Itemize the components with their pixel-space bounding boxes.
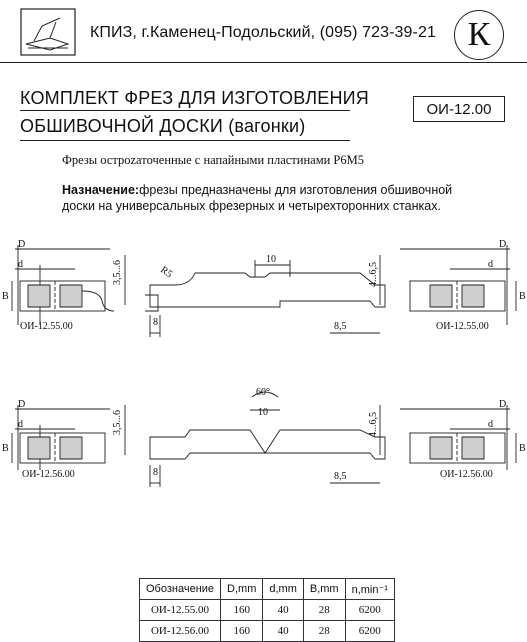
- purpose-text: фрезы предназначены для изготовления обшивочной доски на универсальных фрезерных и четырехторонних станках.: [62, 183, 453, 213]
- table-cell: 6200: [345, 621, 394, 642]
- tag-top-right: ОИ-12.55.00: [436, 321, 489, 332]
- table-cell: 160: [221, 600, 263, 621]
- title-underline-2: [20, 140, 350, 141]
- col-header-D: D,mm: [221, 579, 263, 600]
- tag-bottom-left: ОИ-12.56.00: [22, 469, 75, 480]
- col-header-designation: Обозначение: [140, 579, 221, 600]
- cutter-drawing-bottom-right: [400, 405, 516, 470]
- dim-bottom-left-top: 8: [153, 317, 158, 328]
- table-cell: ОИ-12.56.00: [140, 621, 221, 642]
- dim-height-top-right: 4...6,5: [368, 262, 379, 287]
- purpose-paragraph: [62, 182, 462, 214]
- table-row: [140, 600, 395, 621]
- dim-height-top-left: 3,5...6: [112, 260, 123, 285]
- tag-bottom-right: ОИ-12.56.00: [440, 469, 493, 480]
- spec-table-header-row: [140, 579, 395, 600]
- label-B-bottom-right: B: [519, 443, 526, 454]
- dim-width-bottom: 10: [258, 407, 268, 418]
- table-cell: 28: [303, 621, 345, 642]
- label-d-top-right: d: [488, 259, 493, 270]
- company-logo-icon: К: [454, 10, 504, 60]
- label-D-bottom-right: D: [499, 399, 507, 410]
- label-D-bottom-left: D: [18, 399, 26, 410]
- page-title-line-2: ОБШИВОЧНОЙ ДОСКИ (вагонки): [20, 116, 306, 136]
- company-emblem-icon: [20, 8, 76, 56]
- table-cell: 40: [263, 600, 304, 621]
- header-divider: [0, 62, 527, 63]
- purpose-label: Назначение:: [62, 183, 140, 197]
- col-header-d: d,mm: [263, 579, 304, 600]
- label-D-top-left: D: [18, 239, 26, 250]
- table-cell: 28: [303, 600, 345, 621]
- label-d-bottom-right: d: [488, 419, 493, 430]
- cutter-drawing-bottom-left: [12, 405, 110, 470]
- table-cell: 6200: [345, 600, 394, 621]
- dim-width-top: 10: [266, 254, 276, 265]
- product-code-badge: ОИ-12.00: [413, 96, 505, 122]
- label-d-top-left: d: [18, 259, 23, 270]
- label-B-top-right: B: [519, 291, 526, 302]
- dim-bottom-left-bottom: 8: [153, 467, 158, 478]
- label-B-top-left: B: [2, 291, 9, 302]
- col-header-n: n,min⁻¹: [345, 579, 394, 600]
- subtitle: Фрезы остроzаточенные с напайными пластинами Р6М5: [62, 153, 364, 167]
- tag-top-left: ОИ-12.55.00: [20, 321, 73, 332]
- dim-bottom-right-top: 8,5: [334, 321, 347, 332]
- table-cell: ОИ-12.55.00: [140, 600, 221, 621]
- label-B-bottom-left: B: [2, 443, 9, 454]
- dim-angle-bottom: 60°: [256, 387, 270, 398]
- company-contact-line: КПИЗ, г.Каменец-Подольский, (095) 723-39-21: [90, 24, 436, 41]
- table-cell: 40: [263, 621, 304, 642]
- label-D-top-right: D: [499, 239, 507, 250]
- dim-radius-top: R5: [158, 264, 175, 281]
- cutter-drawing-top-right: [400, 245, 516, 325]
- cutter-drawing-top-left: [12, 245, 114, 325]
- dim-height-bottom-left: 3,5...6: [112, 410, 123, 435]
- col-header-B: B,mm: [303, 579, 345, 600]
- page-title-line-1: КОМПЛЕКТ ФРЕЗ ДЛЯ ИЗГОТОВЛЕНИЯ: [20, 88, 369, 108]
- table-row: [140, 621, 395, 642]
- title-underline-1: [20, 110, 350, 111]
- label-d-bottom-left: d: [18, 419, 23, 430]
- spec-table: [139, 578, 395, 642]
- dim-height-bottom-right: 4...6,5: [368, 412, 379, 437]
- technical-drawings: [0, 225, 527, 565]
- dim-bottom-right-bottom: 8,5: [334, 471, 347, 482]
- table-cell: 160: [221, 621, 263, 642]
